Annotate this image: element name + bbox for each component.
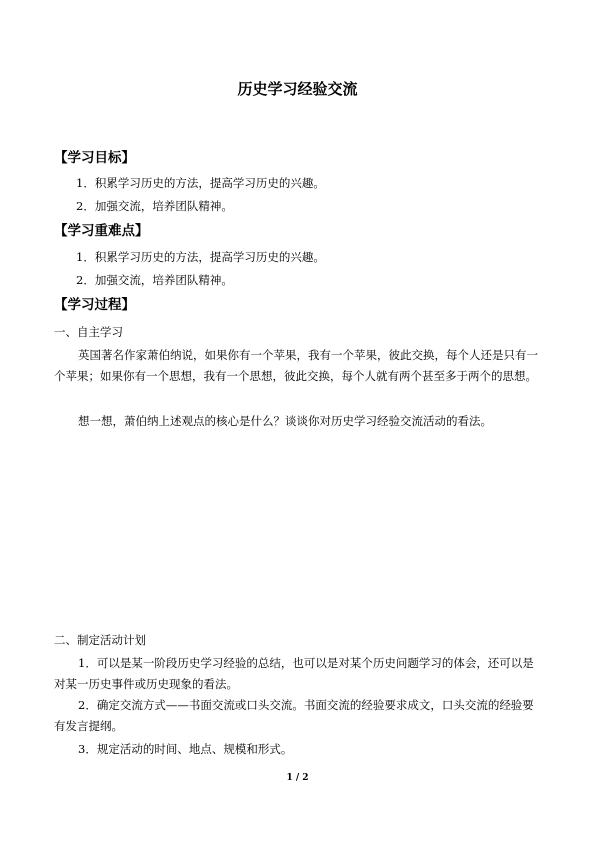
key-point-item-2: 2．加强交流，培养团队精神。	[76, 273, 233, 287]
goal-item-1: 1．积累学习历史的方法，提高学习历史的兴趣。	[76, 176, 325, 190]
goal-item-2: 2．加强交流，培养团队精神。	[76, 199, 233, 213]
plan-item-1: 1．可以是某一阶段历史学习经验的总结，也可以是对某个历史问题学习的体会，还可以是对某一历史事件或历史现象的看法。	[54, 656, 534, 691]
plan-item-3: 3．规定活动的时间、地点、规模和形式。	[78, 742, 293, 756]
subheading-activity-plan: 二、制定活动计划	[54, 633, 146, 647]
self-study-question: 想一想，萧伯纳上述观点的核心是什么？谈谈你对历史学习经验交流活动的看法。	[78, 414, 492, 428]
page-number: 1 / 2	[286, 773, 309, 783]
subheading-self-study: 一、自主学习	[54, 325, 123, 339]
self-study-paragraph: 英国著名作家萧伯纳说，如果你有一个苹果，我有一个苹果，彼此交换，每个人还是只有一个苹果；如果你有一个思想，我有一个思想，彼此交换，每个人就有两个甚至多于两个的思想。	[54, 348, 538, 383]
key-point-item-1: 1．积累学习历史的方法，提高学习历史的兴趣。	[76, 250, 325, 264]
heading-key-points: 【学习重难点】	[54, 223, 149, 239]
page-title: 历史学习经验交流	[237, 80, 358, 98]
heading-learning-goals: 【学习目标】	[54, 150, 135, 166]
plan-item-2: 2．确定交流方式——书面交流或口头交流。书面交流的经验要求成文，口头交流的经验要有发言提纲。	[54, 698, 534, 733]
heading-learning-process: 【学习过程】	[54, 297, 135, 313]
